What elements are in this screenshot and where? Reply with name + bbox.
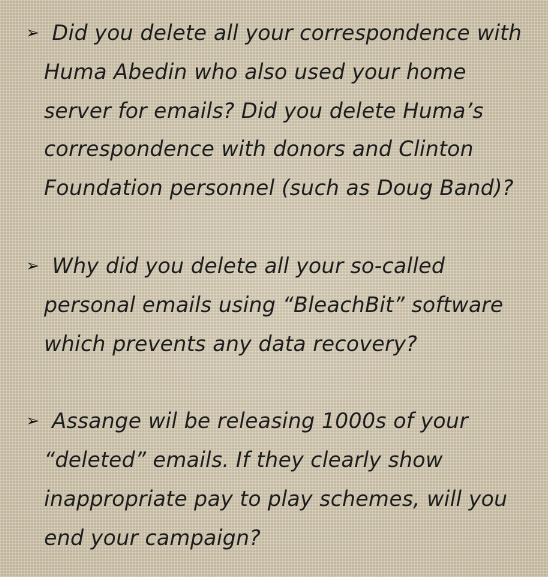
question-text: Assange wil be releasing 1000s of your “deleted” emails. If they clearly show inappropriate pay to play schemes, will you end your campaign? bbox=[44, 409, 508, 550]
list-item bbox=[26, 14, 536, 208]
question-list bbox=[26, 14, 536, 558]
list-item bbox=[26, 402, 536, 557]
arrow-bullet-icon: ➢ bbox=[26, 255, 40, 275]
arrow-bullet-icon: ➢ bbox=[26, 411, 40, 431]
arrow-bullet-icon: ➢ bbox=[26, 23, 40, 42]
question-text: Did you delete all your correspondence with Huma Abedin who also used your home server for emails? Did you delete Huma’s correspondence with donors and Clinton Foundation personnel (such as Doug Band)? bbox=[44, 21, 522, 201]
list-item bbox=[26, 247, 536, 363]
question-text: Why did you delete all your so-called personal emails using “BleachBit” software which prevents any data recovery? bbox=[44, 253, 504, 356]
